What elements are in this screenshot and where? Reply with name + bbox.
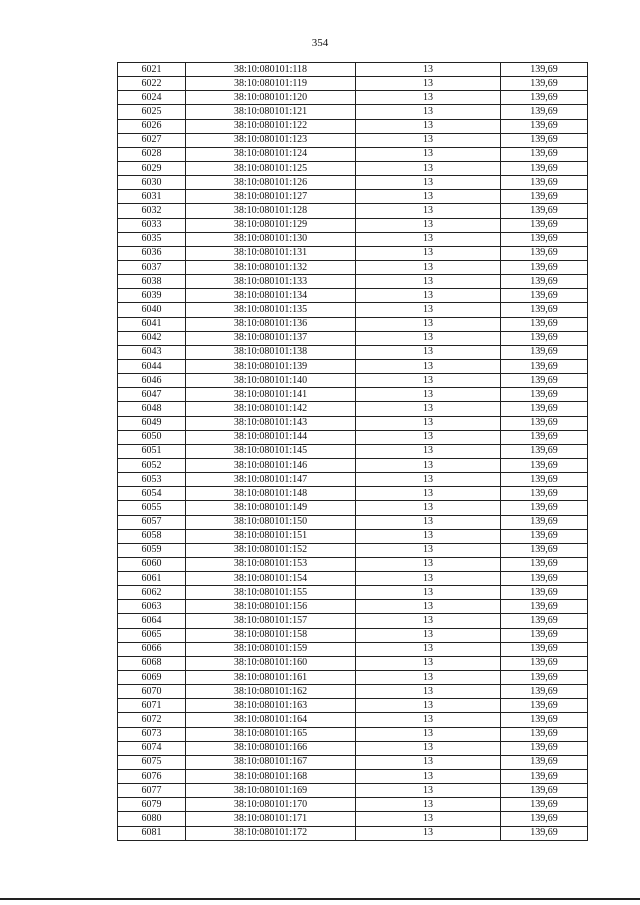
row-number-cell: 6037 bbox=[118, 260, 186, 274]
area-cell: 13 bbox=[356, 642, 501, 656]
area-cell: 13 bbox=[356, 260, 501, 274]
value-cell: 139,69 bbox=[501, 204, 588, 218]
table-row bbox=[118, 374, 588, 388]
value-cell: 139,69 bbox=[501, 317, 588, 331]
value-cell: 139,69 bbox=[501, 105, 588, 119]
table-row bbox=[118, 246, 588, 260]
table-row bbox=[118, 501, 588, 515]
cadastral-number-cell: 38:10:080101:162 bbox=[186, 685, 356, 699]
area-cell: 13 bbox=[356, 289, 501, 303]
value-cell: 139,69 bbox=[501, 289, 588, 303]
value-cell: 139,69 bbox=[501, 77, 588, 91]
row-number-cell: 6043 bbox=[118, 345, 186, 359]
row-number-cell: 6052 bbox=[118, 458, 186, 472]
row-number-cell: 6040 bbox=[118, 303, 186, 317]
cadastral-number-cell: 38:10:080101:137 bbox=[186, 331, 356, 345]
cadastral-number-cell: 38:10:080101:161 bbox=[186, 671, 356, 685]
row-number-cell: 6058 bbox=[118, 529, 186, 543]
value-cell: 139,69 bbox=[501, 614, 588, 628]
table-row bbox=[118, 176, 588, 190]
table-row bbox=[118, 218, 588, 232]
cadastral-number-cell: 38:10:080101:127 bbox=[186, 190, 356, 204]
cadastral-number-cell: 38:10:080101:168 bbox=[186, 770, 356, 784]
cadastral-number-cell: 38:10:080101:166 bbox=[186, 741, 356, 755]
value-cell: 139,69 bbox=[501, 232, 588, 246]
row-number-cell: 6031 bbox=[118, 190, 186, 204]
value-cell: 139,69 bbox=[501, 529, 588, 543]
cadastral-number-cell: 38:10:080101:119 bbox=[186, 77, 356, 91]
table-row bbox=[118, 331, 588, 345]
value-cell: 139,69 bbox=[501, 770, 588, 784]
area-cell: 13 bbox=[356, 628, 501, 642]
row-number-cell: 6062 bbox=[118, 586, 186, 600]
row-number-cell: 6059 bbox=[118, 543, 186, 557]
cadastral-number-cell: 38:10:080101:159 bbox=[186, 642, 356, 656]
cadastral-number-cell: 38:10:080101:124 bbox=[186, 147, 356, 161]
table-row bbox=[118, 770, 588, 784]
cadastral-number-cell: 38:10:080101:134 bbox=[186, 289, 356, 303]
value-cell: 139,69 bbox=[501, 458, 588, 472]
cadastral-number-cell: 38:10:080101:157 bbox=[186, 614, 356, 628]
area-cell: 13 bbox=[356, 77, 501, 91]
row-number-cell: 6025 bbox=[118, 105, 186, 119]
table-row bbox=[118, 642, 588, 656]
row-number-cell: 6039 bbox=[118, 289, 186, 303]
row-number-cell: 6054 bbox=[118, 487, 186, 501]
value-cell: 139,69 bbox=[501, 416, 588, 430]
table-row bbox=[118, 798, 588, 812]
area-cell: 13 bbox=[356, 656, 501, 670]
value-cell: 139,69 bbox=[501, 374, 588, 388]
row-number-cell: 6065 bbox=[118, 628, 186, 642]
value-cell: 139,69 bbox=[501, 600, 588, 614]
value-cell: 139,69 bbox=[501, 161, 588, 175]
area-cell: 13 bbox=[356, 614, 501, 628]
area-cell: 13 bbox=[356, 430, 501, 444]
value-cell: 139,69 bbox=[501, 557, 588, 571]
value-cell: 139,69 bbox=[501, 275, 588, 289]
value-cell: 139,69 bbox=[501, 63, 588, 77]
area-cell: 13 bbox=[356, 63, 501, 77]
value-cell: 139,69 bbox=[501, 444, 588, 458]
table-row bbox=[118, 91, 588, 105]
value-cell: 139,69 bbox=[501, 331, 588, 345]
area-cell: 13 bbox=[356, 557, 501, 571]
row-number-cell: 6042 bbox=[118, 331, 186, 345]
table-row bbox=[118, 713, 588, 727]
value-cell: 139,69 bbox=[501, 176, 588, 190]
table-row bbox=[118, 161, 588, 175]
value-cell: 139,69 bbox=[501, 826, 588, 840]
area-cell: 13 bbox=[356, 331, 501, 345]
row-number-cell: 6030 bbox=[118, 176, 186, 190]
table-row bbox=[118, 190, 588, 204]
cadastral-number-cell: 38:10:080101:138 bbox=[186, 345, 356, 359]
cadastral-number-cell: 38:10:080101:150 bbox=[186, 515, 356, 529]
cadastral-number-cell: 38:10:080101:142 bbox=[186, 402, 356, 416]
row-number-cell: 6081 bbox=[118, 826, 186, 840]
area-cell: 13 bbox=[356, 133, 501, 147]
area-cell: 13 bbox=[356, 685, 501, 699]
row-number-cell: 6051 bbox=[118, 444, 186, 458]
cadastral-number-cell: 38:10:080101:148 bbox=[186, 487, 356, 501]
area-cell: 13 bbox=[356, 218, 501, 232]
table-row bbox=[118, 826, 588, 840]
value-cell: 139,69 bbox=[501, 501, 588, 515]
area-cell: 13 bbox=[356, 600, 501, 614]
value-cell: 139,69 bbox=[501, 812, 588, 826]
cadastral-number-cell: 38:10:080101:146 bbox=[186, 458, 356, 472]
value-cell: 139,69 bbox=[501, 190, 588, 204]
area-cell: 13 bbox=[356, 515, 501, 529]
value-cell: 139,69 bbox=[501, 656, 588, 670]
cadastral-number-cell: 38:10:080101:155 bbox=[186, 586, 356, 600]
cadastral-number-cell: 38:10:080101:130 bbox=[186, 232, 356, 246]
area-cell: 13 bbox=[356, 671, 501, 685]
cadastral-number-cell: 38:10:080101:121 bbox=[186, 105, 356, 119]
table-row bbox=[118, 289, 588, 303]
row-number-cell: 6075 bbox=[118, 755, 186, 769]
row-number-cell: 6044 bbox=[118, 359, 186, 373]
row-number-cell: 6074 bbox=[118, 741, 186, 755]
table-row bbox=[118, 416, 588, 430]
area-cell: 13 bbox=[356, 147, 501, 161]
cadastral-number-cell: 38:10:080101:144 bbox=[186, 430, 356, 444]
table-row bbox=[118, 784, 588, 798]
table-row bbox=[118, 543, 588, 557]
row-number-cell: 6036 bbox=[118, 246, 186, 260]
area-cell: 13 bbox=[356, 826, 501, 840]
table-row bbox=[118, 359, 588, 373]
value-cell: 139,69 bbox=[501, 359, 588, 373]
value-cell: 139,69 bbox=[501, 119, 588, 133]
row-number-cell: 6026 bbox=[118, 119, 186, 133]
cadastral-number-cell: 38:10:080101:122 bbox=[186, 119, 356, 133]
table-row bbox=[118, 685, 588, 699]
row-number-cell: 6077 bbox=[118, 784, 186, 798]
row-number-cell: 6076 bbox=[118, 770, 186, 784]
area-cell: 13 bbox=[356, 741, 501, 755]
area-cell: 13 bbox=[356, 246, 501, 260]
row-number-cell: 6038 bbox=[118, 275, 186, 289]
cadastral-number-cell: 38:10:080101:149 bbox=[186, 501, 356, 515]
table-row bbox=[118, 628, 588, 642]
cadastral-number-cell: 38:10:080101:152 bbox=[186, 543, 356, 557]
area-cell: 13 bbox=[356, 388, 501, 402]
area-cell: 13 bbox=[356, 119, 501, 133]
value-cell: 139,69 bbox=[501, 685, 588, 699]
row-number-cell: 6057 bbox=[118, 515, 186, 529]
row-number-cell: 6047 bbox=[118, 388, 186, 402]
value-cell: 139,69 bbox=[501, 430, 588, 444]
table-row bbox=[118, 345, 588, 359]
area-cell: 13 bbox=[356, 303, 501, 317]
row-number-cell: 6066 bbox=[118, 642, 186, 656]
row-number-cell: 6073 bbox=[118, 727, 186, 741]
cadastral-number-cell: 38:10:080101:140 bbox=[186, 374, 356, 388]
area-cell: 13 bbox=[356, 699, 501, 713]
value-cell: 139,69 bbox=[501, 246, 588, 260]
area-cell: 13 bbox=[356, 812, 501, 826]
value-cell: 139,69 bbox=[501, 784, 588, 798]
row-number-cell: 6027 bbox=[118, 133, 186, 147]
area-cell: 13 bbox=[356, 727, 501, 741]
row-number-cell: 6060 bbox=[118, 557, 186, 571]
cadastral-number-cell: 38:10:080101:153 bbox=[186, 557, 356, 571]
area-cell: 13 bbox=[356, 359, 501, 373]
table-row bbox=[118, 133, 588, 147]
registry-table bbox=[117, 62, 588, 841]
area-cell: 13 bbox=[356, 232, 501, 246]
table-row bbox=[118, 473, 588, 487]
area-cell: 13 bbox=[356, 176, 501, 190]
area-cell: 13 bbox=[356, 543, 501, 557]
area-cell: 13 bbox=[356, 501, 501, 515]
table-row bbox=[118, 600, 588, 614]
area-cell: 13 bbox=[356, 402, 501, 416]
row-number-cell: 6063 bbox=[118, 600, 186, 614]
row-number-cell: 6029 bbox=[118, 161, 186, 175]
row-number-cell: 6079 bbox=[118, 798, 186, 812]
area-cell: 13 bbox=[356, 91, 501, 105]
table-row bbox=[118, 430, 588, 444]
area-cell: 13 bbox=[356, 161, 501, 175]
value-cell: 139,69 bbox=[501, 642, 588, 656]
value-cell: 139,69 bbox=[501, 133, 588, 147]
row-number-cell: 6050 bbox=[118, 430, 186, 444]
value-cell: 139,69 bbox=[501, 699, 588, 713]
area-cell: 13 bbox=[356, 416, 501, 430]
cadastral-number-cell: 38:10:080101:163 bbox=[186, 699, 356, 713]
cadastral-number-cell: 38:10:080101:169 bbox=[186, 784, 356, 798]
area-cell: 13 bbox=[356, 105, 501, 119]
row-number-cell: 6035 bbox=[118, 232, 186, 246]
area-cell: 13 bbox=[356, 458, 501, 472]
row-number-cell: 6080 bbox=[118, 812, 186, 826]
table-row bbox=[118, 402, 588, 416]
area-cell: 13 bbox=[356, 444, 501, 458]
area-cell: 13 bbox=[356, 572, 501, 586]
row-number-cell: 6048 bbox=[118, 402, 186, 416]
cadastral-number-cell: 38:10:080101:123 bbox=[186, 133, 356, 147]
table-row bbox=[118, 232, 588, 246]
row-number-cell: 6046 bbox=[118, 374, 186, 388]
table-row bbox=[118, 727, 588, 741]
area-cell: 13 bbox=[356, 713, 501, 727]
area-cell: 13 bbox=[356, 755, 501, 769]
value-cell: 139,69 bbox=[501, 755, 588, 769]
table-row bbox=[118, 557, 588, 571]
table-row bbox=[118, 529, 588, 543]
cadastral-number-cell: 38:10:080101:170 bbox=[186, 798, 356, 812]
cadastral-number-cell: 38:10:080101:129 bbox=[186, 218, 356, 232]
cadastral-number-cell: 38:10:080101:143 bbox=[186, 416, 356, 430]
cadastral-number-cell: 38:10:080101:125 bbox=[186, 161, 356, 175]
value-cell: 139,69 bbox=[501, 402, 588, 416]
area-cell: 13 bbox=[356, 784, 501, 798]
value-cell: 139,69 bbox=[501, 586, 588, 600]
row-number-cell: 6033 bbox=[118, 218, 186, 232]
table-row bbox=[118, 444, 588, 458]
cadastral-number-cell: 38:10:080101:141 bbox=[186, 388, 356, 402]
row-number-cell: 6032 bbox=[118, 204, 186, 218]
cadastral-number-cell: 38:10:080101:147 bbox=[186, 473, 356, 487]
value-cell: 139,69 bbox=[501, 671, 588, 685]
value-cell: 139,69 bbox=[501, 147, 588, 161]
value-cell: 139,69 bbox=[501, 345, 588, 359]
table-row bbox=[118, 614, 588, 628]
cadastral-number-cell: 38:10:080101:132 bbox=[186, 260, 356, 274]
table-row bbox=[118, 303, 588, 317]
value-cell: 139,69 bbox=[501, 741, 588, 755]
table-row bbox=[118, 388, 588, 402]
cadastral-number-cell: 38:10:080101:151 bbox=[186, 529, 356, 543]
cadastral-number-cell: 38:10:080101:167 bbox=[186, 755, 356, 769]
cadastral-number-cell: 38:10:080101:139 bbox=[186, 359, 356, 373]
table-row bbox=[118, 699, 588, 713]
table-row bbox=[118, 63, 588, 77]
value-cell: 139,69 bbox=[501, 572, 588, 586]
row-number-cell: 6022 bbox=[118, 77, 186, 91]
page-number: 354 bbox=[311, 37, 329, 49]
row-number-cell: 6061 bbox=[118, 572, 186, 586]
table-row bbox=[118, 487, 588, 501]
cadastral-number-cell: 38:10:080101:154 bbox=[186, 572, 356, 586]
value-cell: 139,69 bbox=[501, 727, 588, 741]
table-row bbox=[118, 515, 588, 529]
row-number-cell: 6024 bbox=[118, 91, 186, 105]
table-row bbox=[118, 317, 588, 331]
cadastral-number-cell: 38:10:080101:160 bbox=[186, 656, 356, 670]
table-row bbox=[118, 119, 588, 133]
table-row bbox=[118, 147, 588, 161]
value-cell: 139,69 bbox=[501, 487, 588, 501]
area-cell: 13 bbox=[356, 770, 501, 784]
area-cell: 13 bbox=[356, 798, 501, 812]
table-row bbox=[118, 105, 588, 119]
value-cell: 139,69 bbox=[501, 798, 588, 812]
cadastral-number-cell: 38:10:080101:156 bbox=[186, 600, 356, 614]
table-row bbox=[118, 572, 588, 586]
cadastral-number-cell: 38:10:080101:164 bbox=[186, 713, 356, 727]
value-cell: 139,69 bbox=[501, 303, 588, 317]
area-cell: 13 bbox=[356, 345, 501, 359]
cadastral-number-cell: 38:10:080101:128 bbox=[186, 204, 356, 218]
value-cell: 139,69 bbox=[501, 515, 588, 529]
value-cell: 139,69 bbox=[501, 628, 588, 642]
value-cell: 139,69 bbox=[501, 473, 588, 487]
table-row bbox=[118, 671, 588, 685]
row-number-cell: 6072 bbox=[118, 713, 186, 727]
value-cell: 139,69 bbox=[501, 91, 588, 105]
cadastral-number-cell: 38:10:080101:136 bbox=[186, 317, 356, 331]
area-cell: 13 bbox=[356, 204, 501, 218]
area-cell: 13 bbox=[356, 275, 501, 289]
table-row bbox=[118, 275, 588, 289]
area-cell: 13 bbox=[356, 190, 501, 204]
area-cell: 13 bbox=[356, 473, 501, 487]
table-row bbox=[118, 458, 588, 472]
area-cell: 13 bbox=[356, 487, 501, 501]
row-number-cell: 6055 bbox=[118, 501, 186, 515]
table-row bbox=[118, 260, 588, 274]
cadastral-number-cell: 38:10:080101:126 bbox=[186, 176, 356, 190]
row-number-cell: 6053 bbox=[118, 473, 186, 487]
cadastral-number-cell: 38:10:080101:133 bbox=[186, 275, 356, 289]
cadastral-number-cell: 38:10:080101:171 bbox=[186, 812, 356, 826]
value-cell: 139,69 bbox=[501, 260, 588, 274]
cadastral-number-cell: 38:10:080101:165 bbox=[186, 727, 356, 741]
table-row bbox=[118, 812, 588, 826]
cadastral-number-cell: 38:10:080101:145 bbox=[186, 444, 356, 458]
cadastral-number-cell: 38:10:080101:172 bbox=[186, 826, 356, 840]
value-cell: 139,69 bbox=[501, 388, 588, 402]
row-number-cell: 6021 bbox=[118, 63, 186, 77]
cadastral-number-cell: 38:10:080101:131 bbox=[186, 246, 356, 260]
area-cell: 13 bbox=[356, 317, 501, 331]
row-number-cell: 6069 bbox=[118, 671, 186, 685]
page-bottom-border bbox=[0, 898, 640, 900]
area-cell: 13 bbox=[356, 586, 501, 600]
table-row bbox=[118, 77, 588, 91]
registry-table-body bbox=[118, 63, 588, 841]
row-number-cell: 6028 bbox=[118, 147, 186, 161]
table-row bbox=[118, 204, 588, 218]
cadastral-number-cell: 38:10:080101:120 bbox=[186, 91, 356, 105]
table-row bbox=[118, 656, 588, 670]
value-cell: 139,69 bbox=[501, 713, 588, 727]
value-cell: 139,69 bbox=[501, 218, 588, 232]
row-number-cell: 6070 bbox=[118, 685, 186, 699]
table-row bbox=[118, 755, 588, 769]
area-cell: 13 bbox=[356, 529, 501, 543]
area-cell: 13 bbox=[356, 374, 501, 388]
value-cell: 139,69 bbox=[501, 543, 588, 557]
table-row bbox=[118, 741, 588, 755]
table-row bbox=[118, 586, 588, 600]
row-number-cell: 6049 bbox=[118, 416, 186, 430]
cadastral-number-cell: 38:10:080101:135 bbox=[186, 303, 356, 317]
row-number-cell: 6068 bbox=[118, 656, 186, 670]
row-number-cell: 6064 bbox=[118, 614, 186, 628]
row-number-cell: 6041 bbox=[118, 317, 186, 331]
row-number-cell: 6071 bbox=[118, 699, 186, 713]
cadastral-number-cell: 38:10:080101:158 bbox=[186, 628, 356, 642]
cadastral-number-cell: 38:10:080101:118 bbox=[186, 63, 356, 77]
